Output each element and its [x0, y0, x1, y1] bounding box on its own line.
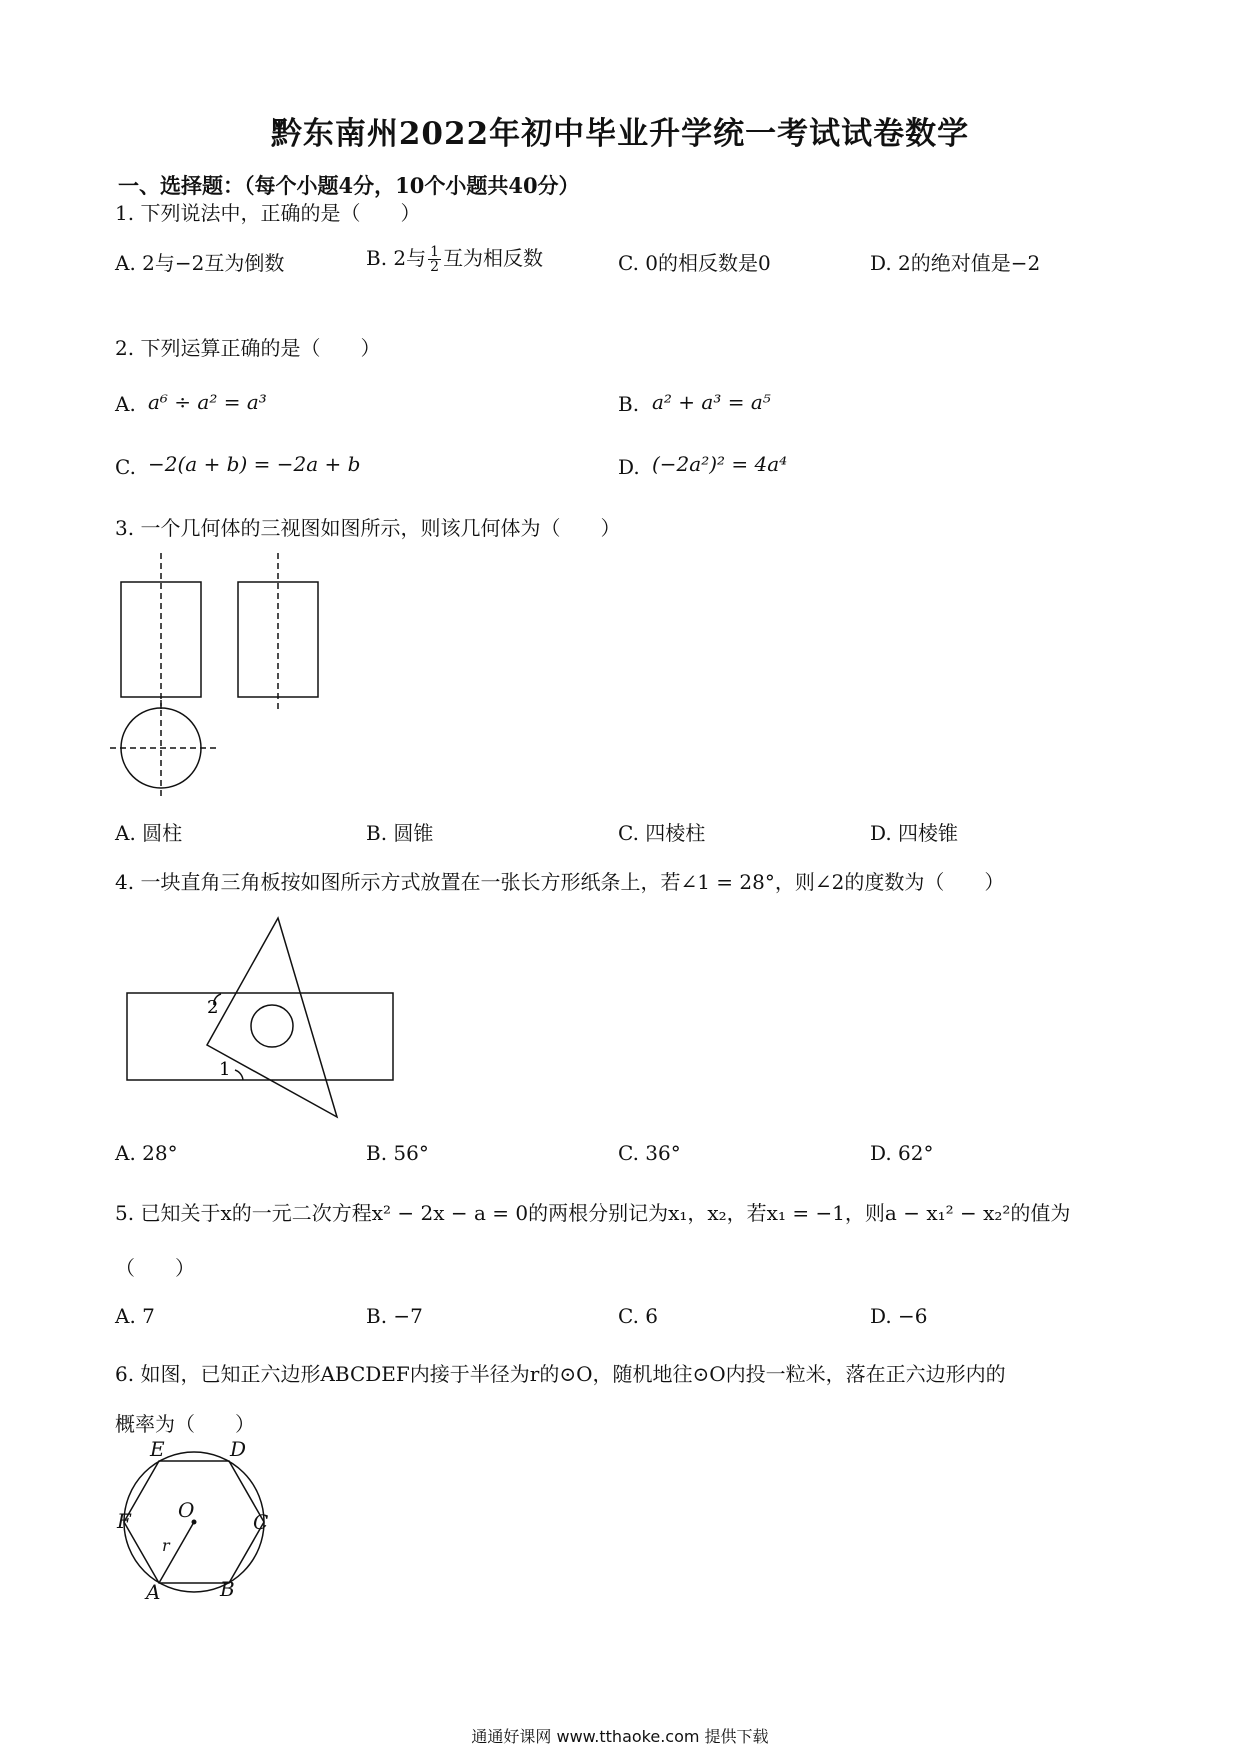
vertex-a-label: A [146, 1580, 161, 1604]
q2-option-b-letter: B. [618, 392, 640, 416]
q5-option-a: A. 7 [115, 1304, 155, 1328]
angle-1-label: 1 [219, 1059, 231, 1080]
question-5-stem: 5. 已知关于x的一元二次方程x² − 2x − a = 0的两根分别记为x₁，x₂，若x₁ = −1，则a − x₁² − x₂²的值为 [115, 1201, 1071, 1225]
q5-option-c: C. 6 [618, 1304, 659, 1328]
vertex-d-label: D [230, 1437, 247, 1461]
q2-option-c-expr: −2(a + b) = −2a + b [148, 452, 361, 476]
fraction-numerator: 1 [430, 244, 440, 260]
section-heading: 一、选择题：（每个小题4分，10个小题共40分） [118, 173, 580, 198]
fraction-denominator: 2 [430, 259, 440, 275]
q1-option-d: D. 2的绝对值是−2 [870, 251, 1041, 275]
q2-option-d-letter: D. [618, 455, 640, 479]
q3-option-c: C. 四棱柱 [618, 821, 706, 845]
q3-option-d: D. 四棱锥 [870, 821, 959, 845]
q1-option-c: C. 0的相反数是0 [618, 251, 771, 275]
q5-option-b: B. −7 [366, 1304, 423, 1328]
q2-option-a-letter: A. [115, 392, 136, 416]
question-1-stem: 1. 下列说法中，正确的是（ ） [115, 201, 421, 225]
question-2-stem: 2. 下列运算正确的是（ ） [115, 336, 381, 360]
vertex-f-label: F [117, 1509, 131, 1533]
q1-option-a: A. 2与−2互为倒数 [115, 251, 285, 275]
q1-option-b-prefix: B. 2与 [366, 246, 427, 270]
q3-option-b: B. 圆锥 [366, 821, 434, 845]
center-o-label: O [178, 1498, 195, 1522]
vertex-e-label: E [150, 1437, 165, 1461]
q4-option-c: C. 36° [618, 1141, 681, 1165]
angle-2-label: 2 [207, 997, 219, 1018]
q3-option-a: A. 圆柱 [115, 821, 183, 845]
page-title: 黔东南州2022年初中毕业升学统一考试试卷数学 [270, 116, 970, 152]
question-6-stem-continued: 概率为（ ） [115, 1412, 255, 1436]
page-footer: 通通好课网 www.tthaoke.com 提供下载 [471, 1727, 769, 1746]
question-5-stem-continued: （ ） [115, 1256, 195, 1280]
q4-option-a: A. 28° [115, 1141, 178, 1165]
q2-option-a-expr: a⁶ ÷ a² = a³ [148, 390, 267, 414]
question-4-stem: 4. 一块直角三角板按如图所示方式放置在一张长方形纸条上，若∠1 = 28°，则∠2的度数为（ ） [115, 870, 1005, 894]
radius-r-label: r [162, 1536, 170, 1555]
question-3-stem: 3. 一个几何体的三视图如图所示，则该几何体为（ ） [115, 516, 621, 540]
q2-option-c-letter: C. [115, 455, 136, 479]
q4-option-d: D. 62° [870, 1141, 934, 1165]
q4-option-b: B. 56° [366, 1141, 429, 1165]
q2-option-d-expr: (−2a²)² = 4a⁴ [652, 452, 788, 476]
q1-option-b-suffix: 互为相反数 [443, 246, 544, 270]
vertex-c-label: C [253, 1510, 269, 1534]
q5-option-d: D. −6 [870, 1304, 928, 1328]
q2-option-b-expr: a² + a³ = a⁵ [652, 390, 771, 414]
question-6-stem: 6. 如图，已知正六边形ABCDEF内接于半径为r的⊙O，随机地往⊙O内投一粒米，落在正六边形内的 [115, 1362, 1006, 1386]
vertex-b-label: B [220, 1577, 235, 1601]
